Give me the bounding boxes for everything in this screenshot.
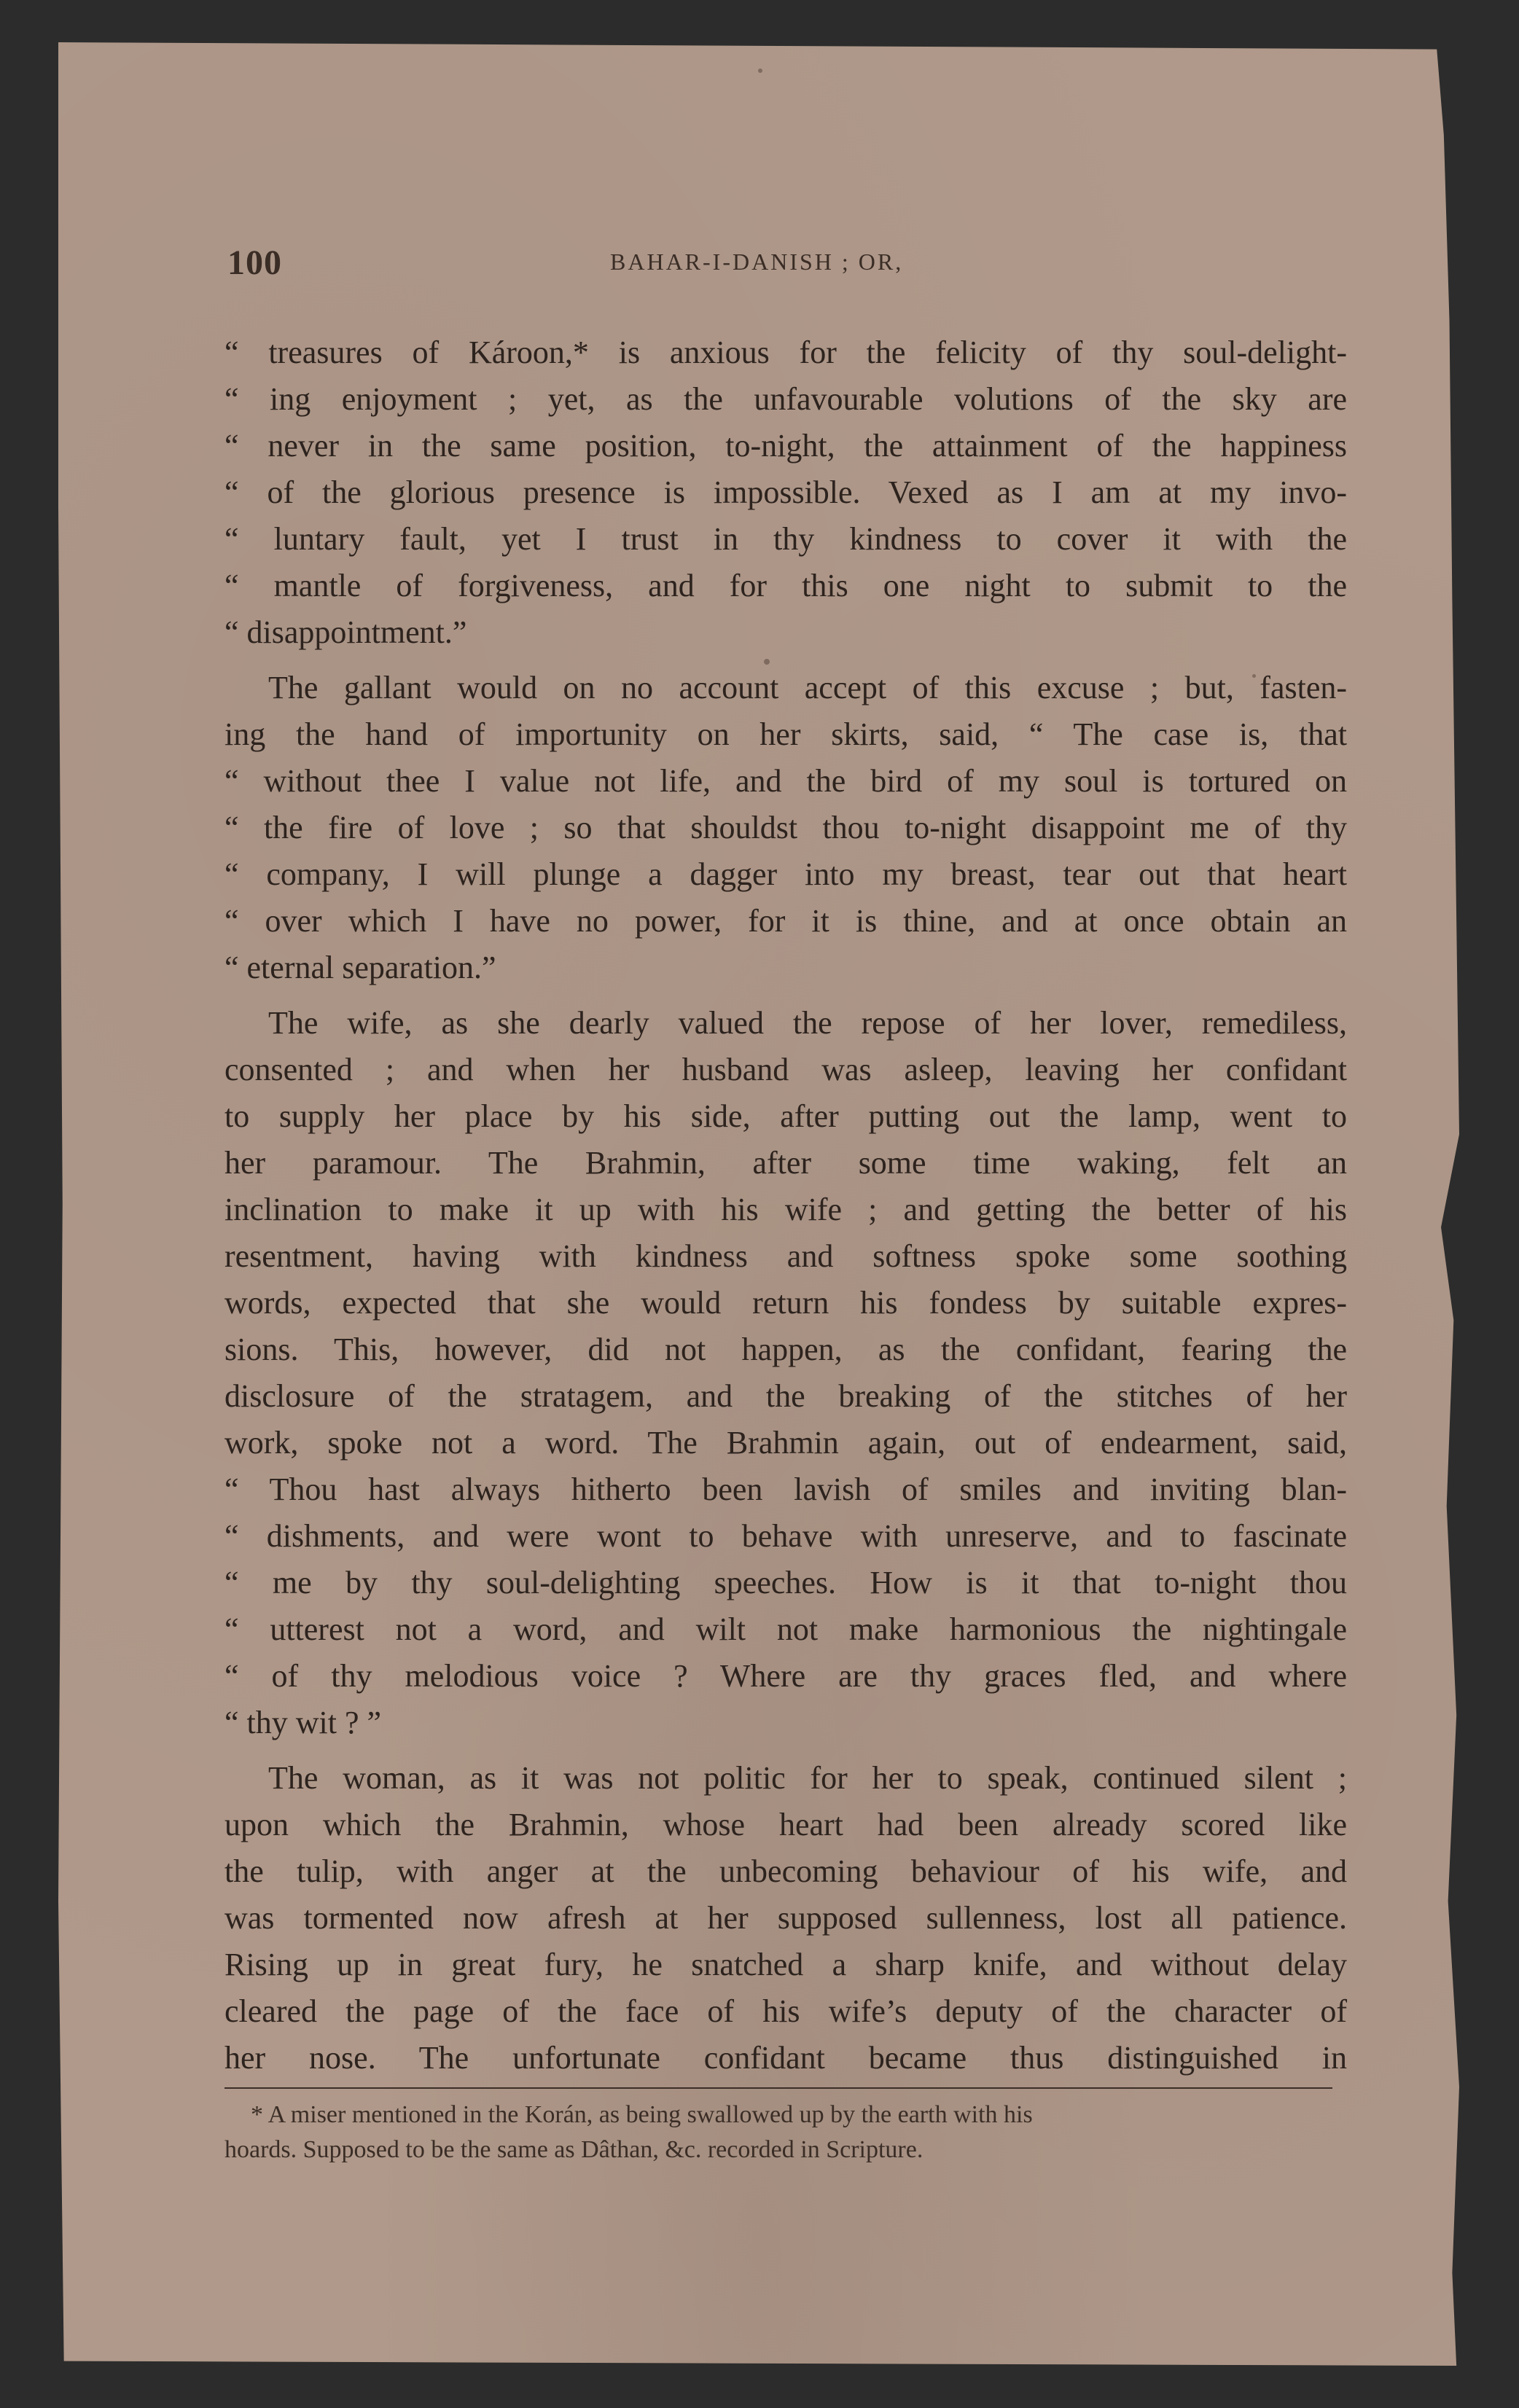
text-line: “ never in the same position, to-night, the attainment of the happiness — [224, 428, 1347, 464]
footnote-divider — [224, 2087, 1332, 2089]
text-line: resentment, having with kindness and softness spoke some soothing — [224, 1238, 1347, 1274]
text-line: work, spoke not a word. The Brahmin again, out of endearment, said, — [224, 1425, 1347, 1461]
running-head: BAHAR-I-DANISH ; OR, — [610, 249, 904, 275]
body-text — [224, 329, 1347, 2081]
text-line: The wife, as she dearly valued the repose of her lover, remediless, — [268, 1005, 1347, 1041]
text-line: cleared the page of the face of his wife’s deputy of the character of — [224, 1993, 1347, 2029]
text-line: “ without thee I value not life, and the bird of my soul is tortured on — [224, 763, 1347, 799]
text-line: The woman, as it was not politic for her to speak, continued silent ; — [268, 1760, 1347, 1796]
text-line: upon which the Brahmin, whose heart had been already scored like — [224, 1807, 1347, 1842]
text-line: “ luntary fault, yet I trust in thy kindness to cover it with the — [224, 521, 1347, 557]
text-line: “ Thou hast always hitherto been lavish of smiles and inviting blan- — [224, 1471, 1347, 1507]
text-line: sions. This, however, did not happen, as the confidant, fearing the — [224, 1332, 1347, 1367]
text-line: consented ; and when her husband was asleep, leaving her confidant — [224, 1052, 1347, 1087]
text-line: “ utterest not a word, and wilt not make harmonious the nightingale — [224, 1611, 1347, 1647]
footnote — [224, 2098, 1347, 2167]
text-line: “ me by thy soul-delighting speeches. How is it that to-night thou — [224, 1565, 1347, 1600]
text-line: “ mantle of forgiveness, and for this one night to submit to the — [224, 568, 1347, 603]
text-line: to supply her place by his side, after putting out the lamp, went to — [224, 1098, 1347, 1134]
text-line: “ over which I have no power, for it is thine, and at once obtain an — [224, 903, 1347, 939]
text-line: disclosure of the stratagem, and the breaking of the stitches of her — [224, 1378, 1347, 1414]
text-line: “ dishments, and were wont to behave with unreserve, and to fascinate — [224, 1518, 1347, 1554]
paragraph — [224, 1755, 1347, 2081]
page-number: 100 — [227, 243, 282, 282]
text-line: her nose. The unfortunate confidant became thus distinguished in — [224, 2040, 1347, 2076]
text-line: inclination to make it up with his wife ; and getting the better of his — [224, 1192, 1347, 1227]
text-line: “ of the glorious presence is impossible. Vexed as I am at my invo- — [224, 474, 1347, 510]
text-line: was tormented now afresh at her supposed sullenness, lost all patience. — [224, 1900, 1347, 1936]
paragraph — [224, 665, 1347, 991]
text-line: “ the fire of love ; so that shouldst thou to-night disappoint me of thy — [224, 810, 1347, 845]
paragraph — [224, 1000, 1347, 1746]
paragraph — [224, 329, 1347, 656]
text-line: “ treasures of Károon,* is anxious for the felicity of thy soul-delight- — [224, 335, 1347, 370]
text-line: the tulip, with anger at the unbecoming behaviour of his wife, and — [224, 1853, 1347, 1889]
text-line: her paramour. The Brahmin, after some time waking, felt an — [224, 1145, 1347, 1181]
text-line: “ thy wit ? ” — [224, 1705, 382, 1740]
text-line: “ eternal separation.” — [224, 950, 496, 985]
text-line: words, expected that she would return his fondess by suitable expres- — [224, 1285, 1347, 1321]
text-line: ing the hand of importunity on her skirts, said, “ The case is, that — [224, 716, 1347, 752]
footnote-line: hoards. Supposed to be the same as Dâthan, &c. recorded in Scripture. — [224, 2136, 923, 2163]
text-line: Rising up in great fury, he snatched a sharp knife, and without delay — [224, 1947, 1347, 1982]
text-line: “ ing enjoyment ; yet, as the unfavourable volutions of the sky are — [224, 381, 1347, 417]
text-line: “ disappointment.” — [224, 614, 467, 650]
text-line: “ company, I will plunge a dagger into my breast, tear out that heart — [224, 856, 1347, 892]
page-header — [227, 243, 1299, 286]
footnote-line: * A miser mentioned in the Korán, as being swallowed up by the earth with his — [251, 2101, 1033, 2128]
ink-speck — [758, 69, 762, 73]
text-line: “ of thy melodious voice ? Where are thy graces fled, and where — [224, 1658, 1347, 1694]
text-line: The gallant would on no account accept of this excuse ; but, fasten- — [268, 670, 1347, 705]
